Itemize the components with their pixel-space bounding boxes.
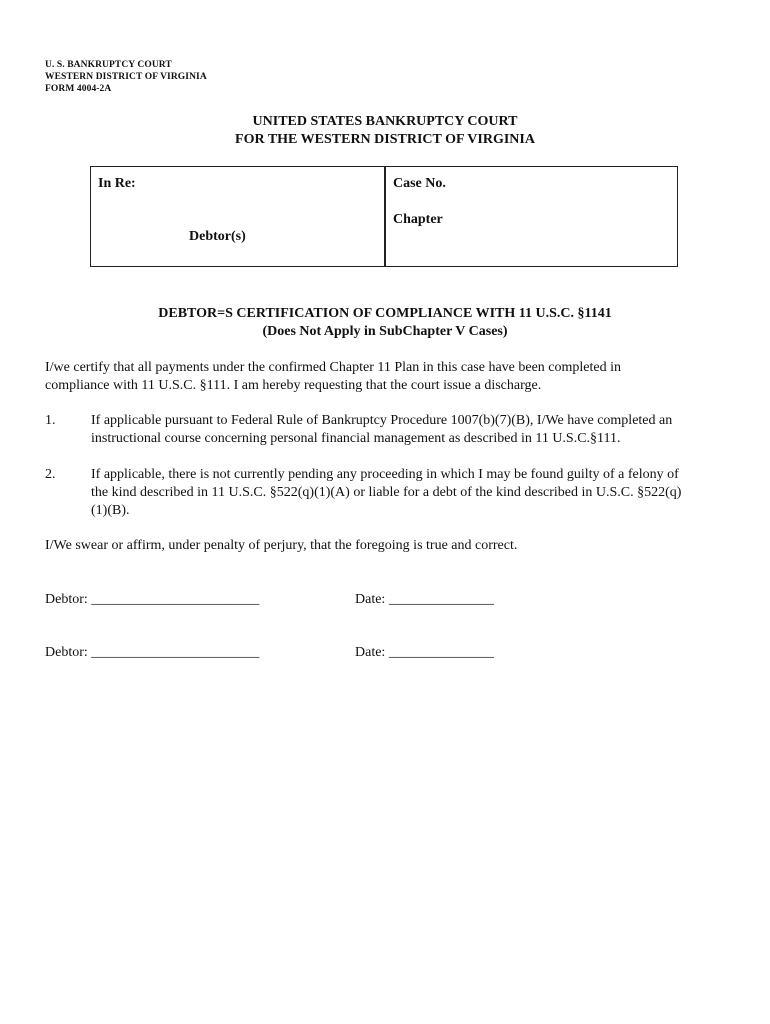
certification-subtitle: (Does Not Apply in SubChapter V Cases) bbox=[262, 324, 508, 339]
case-caption-box bbox=[90, 166, 678, 267]
in-re-label: In Re: bbox=[98, 176, 136, 191]
item-1-line-2: instructional course concerning personal financial management as described in 11 U.S.C.§111. bbox=[91, 431, 621, 446]
header-court-name: U. S. BANKRUPTCY COURT bbox=[45, 60, 172, 70]
item-1-line-1: If applicable pursuant to Federal Rule of Bankruptcy Procedure 1007(b)(7)(B), I/We have completed an bbox=[91, 413, 673, 428]
certification-heading: DEBTOR=S CERTIFICATION OF COMPLIANCE WITH 11 U.S.C. §1141 bbox=[158, 306, 612, 321]
intro-line-1: I/we certify that all payments under the confirmed Chapter 11 Plan in this case have been completed in bbox=[45, 360, 622, 375]
court-title bbox=[0, 113, 770, 149]
intro-line-2: compliance with 11 U.S.C. §111. I am hereby requesting that the court issue a discharge. bbox=[45, 378, 542, 393]
item-2-line-2: the kind described in 11 U.S.C. §522(q)(1)(A) or liable for a debt of the kind described in U.S.C. §522(q) bbox=[91, 485, 682, 500]
certification-title bbox=[0, 305, 770, 341]
case-number-label: Case No. bbox=[393, 176, 446, 191]
item-2-number: 2. bbox=[45, 467, 56, 482]
court-title-line2: FOR THE WESTERN DISTRICT OF VIRGINIA bbox=[235, 132, 535, 147]
chapter-label: Chapter bbox=[393, 212, 443, 227]
court-title-line1: UNITED STATES BANKRUPTCY COURT bbox=[252, 114, 518, 129]
item-2-line-1: If applicable, there is not currently pending any proceeding in which I may be found guilty of a felony of bbox=[91, 467, 679, 482]
oath-statement: I/We swear or affirm, under penalty of perjury, that the foregoing is true and correct. bbox=[45, 538, 518, 553]
intro-paragraph bbox=[45, 359, 735, 395]
debtors-label: Debtor(s) bbox=[189, 229, 246, 244]
debtor-signature-line-2[interactable]: Debtor: ________________________ bbox=[45, 645, 260, 660]
item-2-line-3: (1)(B). bbox=[91, 503, 130, 518]
debtor-signature-line-1[interactable]: Debtor: ________________________ bbox=[45, 592, 260, 607]
item-1-text bbox=[91, 412, 731, 448]
header-district: WESTERN DISTRICT OF VIRGINIA bbox=[45, 72, 207, 82]
date-line-2[interactable]: Date: _______________ bbox=[355, 645, 494, 660]
header-form-number: FORM 4004-2A bbox=[45, 84, 112, 94]
form-header bbox=[45, 59, 207, 95]
item-1-number: 1. bbox=[45, 413, 56, 428]
item-2-text bbox=[91, 466, 731, 520]
caption-divider bbox=[384, 167, 386, 266]
date-line-1[interactable]: Date: _______________ bbox=[355, 592, 494, 607]
